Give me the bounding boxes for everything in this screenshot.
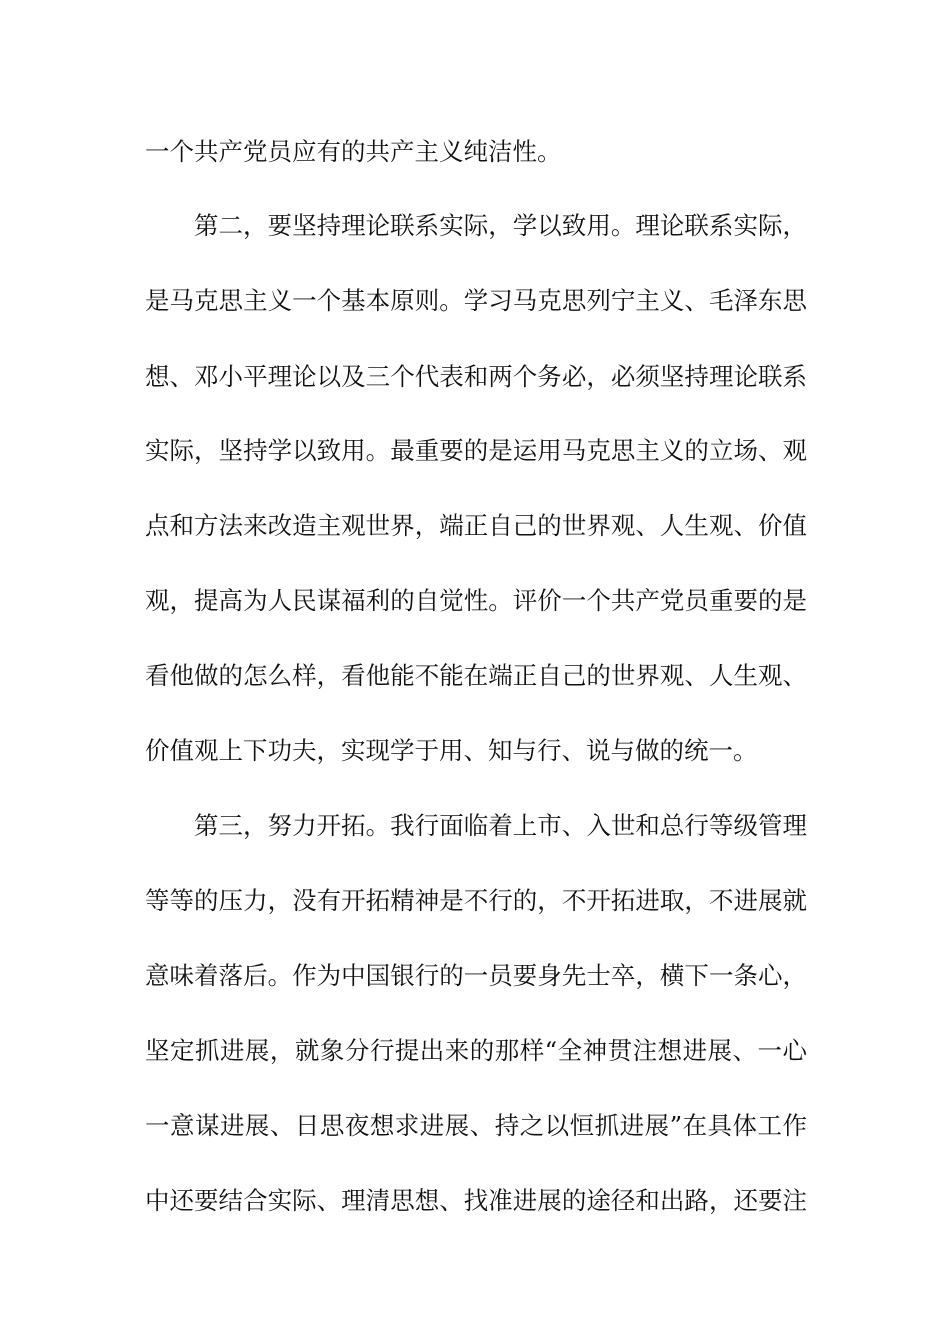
text-line-12: 意味着落后。作为中国银行的一员要身先士卒，横下一条心，: [145, 961, 807, 990]
text-line-5: 实际，坚持学以致用。最重要的是运用马克思主义的立场、观: [145, 436, 807, 465]
text-line-1: 一个共产党员应有的共产主义纯洁性。: [145, 137, 562, 166]
text-line-14: 一意谋进展、日思夜想求进展、持之以恒抓进展”在具体工作: [145, 1111, 807, 1140]
text-line-6: 点和方法来改造主观世界，端正自己的世界观、人生观、价值: [145, 511, 807, 540]
text-line-4: 想、邓小平理论以及三个代表和两个务必，必须坚持理论联系: [145, 362, 807, 391]
text-line-2: 第二，要坚持理论联系实际，学以致用。理论联系实际，: [194, 211, 807, 240]
text-line-10: 第三，努力开拓。我行面临着上市、入世和总行等级管理: [194, 811, 807, 840]
text-line-13: 坚定抓进展，就象分行提出来的那样“全神贯注想进展、一心: [145, 1036, 807, 1065]
text-line-11: 等等的压力，没有开拓精神是不行的，不开拓进取，不进展就: [145, 886, 807, 915]
text-line-15: 中还要结合实际、理清思想、找准进展的途径和出路，还要注: [145, 1186, 807, 1215]
text-line-3: 是马克思主义一个基本原则。学习马克思列宁主义、毛泽东思: [145, 286, 807, 315]
text-line-8: 看他做的怎么样，看他能不能在端正自己的世界观、人生观、: [145, 661, 807, 690]
text-line-9: 价值观上下功夫，实现学于用、知与行、说与做的统一。: [145, 736, 758, 765]
text-line-7: 观，提高为人民谋福利的自觉性。评价一个共产党员重要的是: [145, 586, 807, 615]
